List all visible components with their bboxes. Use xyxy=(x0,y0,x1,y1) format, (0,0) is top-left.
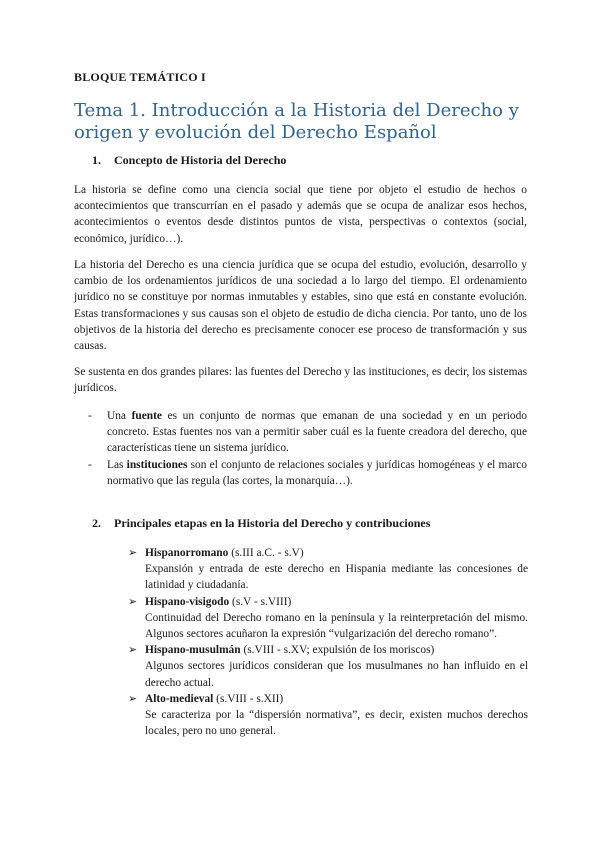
bullet-term: instituciones xyxy=(126,458,188,471)
paragraph-2: La historia del Derecho es una ciencia jurídica que se ocupa del estudio, evolución, desarrollo y cambio de los ordenamientos jurídicos de una sociedad a lo largo del tiempo. El ordenamiento jurídico no se constituye por normas inmutables y estables, sino que está en constante evolución. Estas transformaciones y sus causas son el objeto de estudio de dicha ciencia. Por tanto, uno de los objetivos de la historia del derecho es precisamente conocer ese proceso de transformación y sus causas. xyxy=(74,259,527,353)
bullet-text: son el conjunto de relaciones sociales y jurídicas homogéneas y el marco normativo que las regula (las cortes, la monarquía…). xyxy=(107,458,527,487)
bullet-list xyxy=(74,408,527,489)
bullet-item-fuente xyxy=(74,408,527,457)
section-2-heading-text: Principales etapas en la Historia del Derecho y contribuciones xyxy=(114,516,431,530)
stage-item xyxy=(128,545,528,594)
stage-description: Continuidad del Derecho romano en la península y la reinterpretación del mismo. Algunos sectores acuñaron la expresión “vulgarización del derecho romano”. xyxy=(145,611,528,641)
section-1-heading-text: Concepto de Historia del Derecho xyxy=(114,153,287,167)
stage-name: Hispanorromano xyxy=(145,547,229,559)
stage-item xyxy=(128,642,528,691)
section-2-heading xyxy=(92,516,430,531)
bullet-item-instituciones xyxy=(74,457,527,489)
stage-name: Hispano-musulmán xyxy=(145,644,241,657)
dash-marker: - xyxy=(88,458,92,471)
paragraph-1: La historia se define como una ciencia social que tiene por objeto el estudio de hechos o acontecimientos que transcurrían en el pasado y además que se ocupa de analizar esos hechos, acontecimientos o eventos desde distintos puntos de vista, perspectivas o contextos (social, económico, jurídico…). xyxy=(74,184,527,245)
section-1-number: 1. xyxy=(92,153,101,167)
stage-description: Algunos sectores jurídicos consideran que los musulmanes no han influido en el derecho actual. xyxy=(145,660,528,689)
bullet-pre: Las xyxy=(107,458,127,471)
section-1-heading xyxy=(92,153,286,168)
stage-name: Hispano-visigodo xyxy=(145,595,230,608)
stage-description: Se caracteriza por la “dispersión normativa”, es decir, existen muchos derechos locales, pero no uno general. xyxy=(145,709,528,738)
bullet-pre: Una xyxy=(107,410,132,422)
tema-title: Tema 1. Introducción a la Historia del Derecho y origen y evolución del Derecho Español xyxy=(74,100,519,143)
arrow-bullet-icon: ➢ xyxy=(128,595,138,608)
arrow-bullet-icon: ➢ xyxy=(128,644,138,657)
arrow-bullet-icon: ➢ xyxy=(128,547,138,559)
stage-item xyxy=(128,594,528,643)
bullet-text: es un conjunto de normas que emanan de una sociedad y en un periodo concreto. Estas fuentes nos van a permitir saber cuál es la fuente creadora del derecho, que características tiene un sistema jurídico. xyxy=(107,410,528,455)
section-2-number: 2. xyxy=(92,516,101,530)
paragraph-3: Se sustenta en dos grandes pilares: las fuentes del Derecho y las instituciones, es decir, los sistemas jurídicos. xyxy=(74,366,527,395)
stage-period: (s.V - s.VIII) xyxy=(229,595,292,608)
stage-item xyxy=(128,691,528,740)
stage-description: Expansión y entrada de este derecho en Hispania mediante las concesiones de latinidad y ciudadanía. xyxy=(145,563,528,592)
stage-period: (s.III a.C. - s.V) xyxy=(228,547,304,559)
arrow-bullet-icon: ➢ xyxy=(128,692,138,705)
stage-name: Alto-medieval xyxy=(145,692,214,705)
stage-period: (s.VIII - s.XII) xyxy=(213,692,284,705)
dash-marker: - xyxy=(88,410,92,422)
bullet-term: fuente xyxy=(131,410,162,422)
stage-period: (s.VIII - s.XV; expulsión de los moriscos) xyxy=(240,644,435,657)
stages-list xyxy=(128,545,528,739)
block-title: BLOQUE TEMÁTICO I xyxy=(74,70,206,84)
